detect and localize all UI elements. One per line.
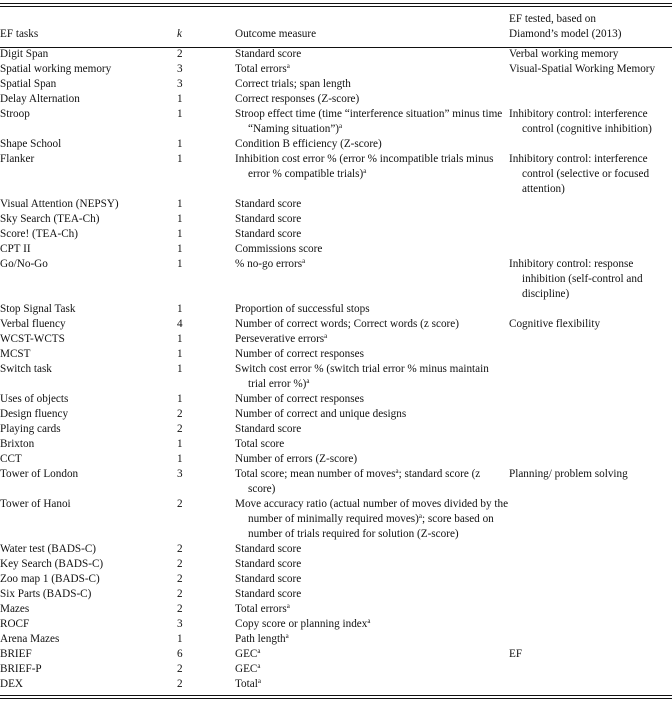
cell-k: 1 — [177, 348, 183, 360]
outcome-value: Copy score or planning index — [235, 618, 368, 630]
cell-outcome-measure — [235, 302, 509, 317]
cell-outcome-measure — [235, 152, 509, 197]
table-row — [0, 587, 672, 602]
cell-ef-task: Visual Attention (NEPSY) — [0, 198, 119, 210]
ef-tested-text: Visual-Spatial Working Memory — [509, 63, 656, 75]
outcome-text — [235, 257, 509, 272]
cell-k: 1 — [177, 153, 183, 165]
cell-outcome-measure — [235, 332, 509, 347]
cell-ef-task: Uses of objects — [0, 393, 69, 405]
cell-k: 1 — [177, 363, 183, 375]
table-row — [0, 107, 672, 137]
cell-outcome-measure — [235, 662, 509, 677]
cell-ef-tested — [509, 407, 672, 422]
cell-ef-task: Zoo map 1 (BADS-C) — [0, 573, 100, 585]
cell-ef-task: Brixton — [0, 438, 35, 450]
bottom-rule-outer — [0, 698, 672, 699]
cell-k: 1 — [177, 633, 183, 645]
header-ef-tested-line2: Diamond’s model (2013) — [509, 28, 622, 40]
cell-ef-task: Spatial working memory — [0, 63, 112, 75]
table-row — [0, 572, 672, 587]
ef-tasks-table — [0, 6, 672, 692]
cell-ef-tested — [509, 137, 672, 152]
outcome-value: Standard score — [235, 543, 302, 555]
outcome-text — [235, 557, 509, 572]
cell-ef-tested — [509, 227, 672, 242]
outcome-value: Switch cost error % (switch trial error % minus maintain trial error %) — [235, 363, 489, 390]
outcome-value: GEC — [235, 648, 258, 660]
cell-outcome-measure — [235, 227, 509, 242]
table-row — [0, 197, 672, 212]
outcome-text — [235, 632, 509, 647]
cell-outcome-measure — [235, 677, 509, 692]
cell-ef-tested — [509, 497, 672, 542]
outcome-text — [235, 362, 509, 392]
outcome-text — [235, 62, 509, 77]
outcome-value: Proportion of successful stops — [235, 303, 370, 315]
table-row — [0, 137, 672, 152]
cell-k: 1 — [177, 138, 183, 150]
cell-outcome-measure — [235, 632, 509, 647]
outcome-value: Total errors — [235, 603, 287, 615]
cell-k: 6 — [177, 648, 183, 660]
cell-k: 2 — [177, 588, 183, 600]
cell-ef-task: Verbal fluency — [0, 318, 66, 330]
cell-k: 1 — [177, 108, 183, 120]
table-row — [0, 452, 672, 467]
footnote-marker: a — [367, 617, 371, 625]
cell-outcome-measure — [235, 317, 509, 332]
outcome-value: Standard score — [235, 213, 302, 225]
outcome-value: Standard score — [235, 48, 302, 60]
cell-outcome-measure — [235, 92, 509, 107]
cell-ef-task: Key Search (BADS-C) — [0, 558, 104, 570]
cell-ef-tested — [509, 617, 672, 632]
cell-k: 2 — [177, 408, 183, 420]
cell-outcome-measure — [235, 347, 509, 362]
table-row — [0, 392, 672, 407]
table-row — [0, 62, 672, 77]
cell-ef-task: Arena Mazes — [0, 633, 60, 645]
cell-k: 1 — [177, 453, 183, 465]
outcome-part-1: Total score; mean number of moves — [235, 468, 396, 480]
bottom-rule-inner — [0, 695, 672, 696]
cell-outcome-measure — [235, 542, 509, 557]
outcome-text — [235, 677, 509, 692]
outcome-value: % no-go errors — [235, 258, 303, 270]
cell-ef-tested — [509, 392, 672, 407]
cell-outcome-measure — [235, 572, 509, 587]
cell-ef-tested — [509, 677, 672, 692]
ef-tested-text: Inhibitory control: interference control (cognitive inhibition) — [509, 108, 652, 135]
cell-ef-task: Stroop — [0, 108, 30, 120]
outcome-text — [235, 197, 509, 212]
cell-outcome-measure — [235, 212, 509, 227]
cell-ef-task: Tower of Hanoi — [0, 498, 71, 510]
table-row — [0, 47, 672, 62]
cell-k: 4 — [177, 318, 183, 330]
header-ef-tasks: EF tasks — [0, 28, 39, 40]
table-row — [0, 92, 672, 107]
outcome-text — [235, 317, 509, 332]
outcome-text — [235, 542, 509, 557]
cell-ef-tested — [509, 332, 672, 347]
cell-ef-tested — [509, 47, 672, 62]
cell-k: 3 — [177, 468, 183, 480]
cell-ef-task: Delay Alternation — [0, 93, 80, 105]
cell-k: 2 — [177, 603, 183, 615]
footnote-marker: a — [395, 467, 399, 475]
cell-k: 3 — [177, 63, 183, 75]
ef-tested-text: Verbal working memory — [509, 48, 619, 60]
table-header — [0, 6, 672, 47]
cell-outcome-measure — [235, 467, 509, 497]
outcome-value: Standard score — [235, 588, 302, 600]
cell-outcome-measure — [235, 77, 509, 92]
cell-ef-task: WCST-WCTS — [0, 333, 65, 345]
table-row — [0, 77, 672, 92]
outcome-text — [235, 107, 509, 137]
cell-outcome-measure — [235, 107, 509, 137]
cell-ef-tested — [509, 347, 672, 362]
table-row — [0, 467, 672, 497]
outcome-text — [235, 422, 509, 437]
cell-ef-task: Sky Search (TEA-Ch) — [0, 213, 100, 225]
cell-ef-task: Mazes — [0, 603, 30, 615]
outcome-value: Correct trials; span length — [235, 78, 351, 90]
table-row — [0, 227, 672, 242]
cell-ef-tested — [509, 107, 672, 137]
table-row — [0, 602, 672, 617]
cell-k: 2 — [177, 558, 183, 570]
outcome-text — [235, 302, 509, 317]
table-row — [0, 362, 672, 392]
ef-tested-text: Planning/ problem solving — [509, 468, 628, 480]
outcome-text — [235, 392, 509, 407]
outcome-value: Standard score — [235, 198, 302, 210]
cell-k: 1 — [177, 333, 183, 345]
outcome-value: Condition B efficiency (Z-score) — [235, 138, 382, 150]
outcome-text — [235, 77, 509, 92]
outcome-text — [235, 137, 509, 152]
outcome-text — [235, 347, 509, 362]
cell-k: 2 — [177, 498, 183, 510]
outcome-text — [235, 647, 509, 662]
cell-outcome-measure — [235, 62, 509, 77]
cell-ef-task: Playing cards — [0, 423, 61, 435]
table-row — [0, 212, 672, 227]
header-outcome-measure: Outcome measure — [235, 28, 317, 40]
cell-ef-tested — [509, 587, 672, 602]
cell-outcome-measure — [235, 362, 509, 392]
cell-ef-task: Spatial Span — [0, 78, 57, 90]
cell-ef-task: BRIEF-P — [0, 663, 42, 675]
table-row — [0, 647, 672, 662]
cell-k: 1 — [177, 303, 183, 315]
cell-k: 2 — [177, 543, 183, 555]
cell-ef-task: Design fluency — [0, 408, 69, 420]
cell-ef-task: Tower of London — [0, 468, 79, 480]
cell-k: 2 — [177, 48, 183, 60]
table-row — [0, 302, 672, 317]
cell-ef-tested — [509, 662, 672, 677]
cell-ef-task: ROCF — [0, 618, 30, 630]
cell-k: 3 — [177, 618, 183, 630]
outcome-text — [235, 212, 509, 227]
cell-ef-tested — [509, 92, 672, 107]
table-row — [0, 257, 672, 302]
cell-ef-tested — [509, 242, 672, 257]
cell-outcome-measure — [235, 407, 509, 422]
table-row — [0, 152, 672, 197]
cell-ef-task: Six Parts (BADS-C) — [0, 588, 92, 600]
cell-ef-task: Stop Signal Task — [0, 303, 76, 315]
header-rule — [0, 47, 672, 48]
cell-ef-tested — [509, 197, 672, 212]
footnote-marker: a — [302, 257, 306, 265]
outcome-value: Total — [235, 678, 258, 690]
cell-outcome-measure — [235, 452, 509, 467]
outcome-value: Number of correct and unique designs — [235, 408, 407, 420]
cell-ef-tested — [509, 302, 672, 317]
ef-tested-text: Inhibitory control: interference control (selective or focused attention) — [509, 153, 650, 195]
cell-ef-tested — [509, 62, 672, 77]
outcome-text — [235, 227, 509, 242]
cell-ef-tested — [509, 257, 672, 302]
outcome-text — [235, 437, 509, 452]
cell-ef-tested — [509, 362, 672, 392]
table-row — [0, 677, 672, 692]
cell-k: 1 — [177, 93, 183, 105]
cell-outcome-measure — [235, 557, 509, 572]
cell-ef-tested — [509, 557, 672, 572]
top-rule-outer — [0, 3, 672, 4]
cell-ef-task: CPT II — [0, 243, 31, 255]
cell-ef-tested — [509, 452, 672, 467]
outcome-value: Perseverative errors — [235, 333, 325, 345]
cell-outcome-measure — [235, 392, 509, 407]
header-ef-tested — [509, 6, 672, 47]
cell-outcome-measure — [235, 47, 509, 62]
footnote-marker: a — [285, 632, 289, 640]
cell-ef-task: Score! (TEA-Ch) — [0, 228, 78, 240]
cell-outcome-measure — [235, 242, 509, 257]
outcome-value: Standard score — [235, 558, 302, 570]
cell-ef-task: Water test (BADS-C) — [0, 543, 97, 555]
outcome-value: Total errors — [235, 63, 287, 75]
outcome-value: Total score — [235, 438, 285, 450]
outcome-text — [235, 572, 509, 587]
ef-tested-text: Cognitive flexibility — [509, 318, 601, 330]
outcome-value: Number of correct responses — [235, 348, 364, 360]
outcome-text — [235, 467, 509, 497]
table-row — [0, 437, 672, 452]
cell-k: 2 — [177, 678, 183, 690]
cell-ef-task: DEX — [0, 678, 23, 690]
cell-ef-tested — [509, 317, 672, 332]
table-row — [0, 632, 672, 647]
footnote-marker: a — [257, 647, 261, 655]
cell-k: 3 — [177, 78, 183, 90]
footnote-marker: a — [339, 122, 343, 130]
header-ef-tested-line1: EF tested, based on — [509, 13, 596, 25]
outcome-value: Correct responses (Z-score) — [235, 93, 360, 105]
cell-ef-tested — [509, 422, 672, 437]
outcome-part-1: Move accuracy ratio (actual number of moves divided by the number of minimally required moves) — [235, 498, 509, 525]
cell-outcome-measure — [235, 437, 509, 452]
outcome-part-2: ; standard score (z score) — [248, 468, 481, 495]
cell-ef-tested — [509, 467, 672, 497]
outcome-value: Inhibition cost error % (error % incompatible trials minus error % compatible trials) — [235, 153, 494, 180]
cell-outcome-measure — [235, 497, 509, 542]
outcome-value: Standard score — [235, 423, 302, 435]
cell-outcome-measure — [235, 647, 509, 662]
cell-ef-task: Shape School — [0, 138, 62, 150]
cell-outcome-measure — [235, 587, 509, 602]
cell-k: 1 — [177, 243, 183, 255]
table-row — [0, 347, 672, 362]
cell-k: 2 — [177, 573, 183, 585]
outcome-value: Standard score — [235, 228, 302, 240]
footnote-marker: a — [257, 677, 261, 685]
outcome-value: Number of correct responses — [235, 393, 364, 405]
outcome-text — [235, 332, 509, 347]
cell-k: 2 — [177, 663, 183, 675]
footnote-marker: a — [286, 602, 290, 610]
outcome-value: Commissions score — [235, 243, 323, 255]
outcome-text — [235, 92, 509, 107]
cell-k: 1 — [177, 213, 183, 225]
cell-ef-tested — [509, 152, 672, 197]
cell-ef-tested — [509, 572, 672, 587]
outcome-value: Stroop effect time (time “interference situation” minus time “Naming situation”) — [235, 108, 503, 135]
cell-ef-task: Switch task — [0, 363, 52, 375]
table-row — [0, 317, 672, 332]
footnote-marker: a — [257, 662, 261, 670]
cell-outcome-measure — [235, 137, 509, 152]
cell-ef-task: Go/No-Go — [0, 258, 48, 270]
cell-k: 1 — [177, 198, 183, 210]
outcome-text — [235, 47, 509, 62]
cell-ef-task: CCT — [0, 453, 22, 465]
outcome-text — [235, 152, 509, 182]
outcome-value: Path length — [235, 633, 286, 645]
footnote-marker: a — [306, 377, 310, 385]
cell-ef-task: Digit Span — [0, 48, 49, 60]
cell-ef-tested — [509, 77, 672, 92]
outcome-value: Number of errors (Z-score) — [235, 453, 358, 465]
cell-ef-tested — [509, 212, 672, 227]
table-row — [0, 542, 672, 557]
cell-outcome-measure — [235, 197, 509, 212]
table-row — [0, 422, 672, 437]
cell-k: 1 — [177, 393, 183, 405]
table-row — [0, 617, 672, 632]
cell-ef-task: MCST — [0, 348, 31, 360]
header-k: k — [177, 28, 182, 40]
cell-outcome-measure — [235, 422, 509, 437]
cell-ef-tested — [509, 632, 672, 647]
footnote-marker: a — [363, 167, 367, 175]
ef-tested-text: EF — [509, 648, 523, 660]
cell-k: 1 — [177, 258, 183, 270]
cell-outcome-measure — [235, 602, 509, 617]
table-row — [0, 497, 672, 542]
outcome-text — [235, 242, 509, 257]
outcome-text — [235, 497, 509, 542]
table-row — [0, 332, 672, 347]
outcome-value: Number of correct words; Correct words (z score) — [235, 318, 459, 330]
cell-outcome-measure — [235, 257, 509, 302]
table-row — [0, 557, 672, 572]
table-row — [0, 242, 672, 257]
table-row — [0, 407, 672, 422]
cell-ef-tested — [509, 602, 672, 617]
outcome-text — [235, 452, 509, 467]
footnote-marker: a — [418, 512, 422, 520]
cell-k: 2 — [177, 423, 183, 435]
cell-ef-tested — [509, 437, 672, 452]
table-body — [0, 47, 672, 692]
cell-outcome-measure — [235, 617, 509, 632]
table-row — [0, 662, 672, 677]
cell-ef-tested — [509, 647, 672, 662]
cell-ef-task: Flanker — [0, 153, 35, 165]
footnote-marker: a — [324, 332, 328, 340]
outcome-text — [235, 602, 509, 617]
ef-tested-text: Inhibitory control: response inhibition (self-control and discipline) — [509, 258, 643, 300]
outcome-text — [235, 407, 509, 422]
cell-ef-tested — [509, 542, 672, 557]
cell-ef-task: BRIEF — [0, 648, 32, 660]
outcome-text — [235, 662, 509, 677]
outcome-value: GEC — [235, 663, 258, 675]
footnote-marker: a — [286, 62, 290, 70]
outcome-text — [235, 617, 509, 632]
outcome-text — [235, 587, 509, 602]
cell-k: 1 — [177, 438, 183, 450]
outcome-part-2: ; score based on number of trials required for solution (Z-score) — [248, 513, 494, 540]
cell-k: 1 — [177, 228, 183, 240]
outcome-value: Standard score — [235, 573, 302, 585]
